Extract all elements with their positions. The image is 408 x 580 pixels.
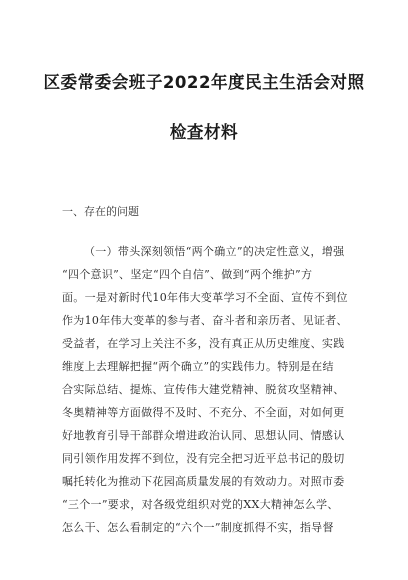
paragraph-line: 冬奥精神等方面做得不及时、不充分、不全面，对如何更 — [62, 406, 345, 419]
paragraph-line: 同引领作用发挥不到位，没有完全把习近平总书记的殷切 — [62, 452, 345, 465]
paragraph-line: 合实际总结、提炼、宣传伟大建党精神、脱贫攻坚精神、 — [62, 383, 345, 396]
paragraph-line: 嘱托转化为推动下花园高质量发展的有效动力。对照市委 — [62, 475, 345, 488]
paragraph-line: “三个一”要求，对各级党组织对党的XX大精神怎么学、 — [62, 498, 339, 511]
document-title-line-1: 区委常委会班子2022年度民主生活会对照 — [43, 73, 365, 93]
section-heading: 一、存在的问题 — [62, 205, 139, 218]
document-title-line-2: 检查材料 — [169, 123, 239, 143]
paragraph-line: “四个意识”、坚定“四个自信”、做到“两个维护”方 — [62, 268, 313, 281]
paragraph-line: 作为10年伟大变革的参与者、奋斗者和亲历者、见证者、 — [62, 314, 348, 327]
paragraph-line: 面。一是对新时代10年伟大变革学习不全面、宣传不到位 — [62, 291, 348, 304]
paragraph-line: 受益者，在学习上关注不多，没有真正从历史维度、实践 — [62, 337, 345, 350]
paragraph-line: 好地教育引导干部群众增进政治认同、思想认同、情感认 — [62, 429, 345, 442]
paragraph-line: （一）带头深刻领悟“两个确立”的决定性意义，增强 — [84, 245, 345, 258]
paragraph-line: 维度上去理解把握“两个确立”的实践伟力。特别是在结 — [62, 360, 334, 373]
paragraph-line: 怎么干、怎么看制定的“六个一”制度抓得不实，指导督 — [62, 521, 334, 534]
